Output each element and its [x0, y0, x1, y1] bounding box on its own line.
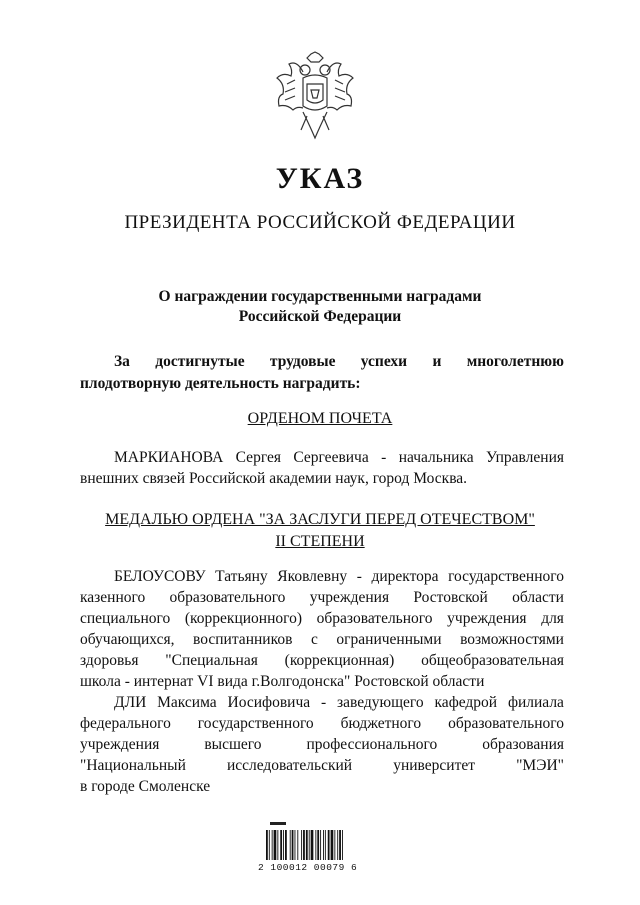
- award-heading-order-of-honour: ОРДЕНОМ ПОЧЕТА: [247, 410, 393, 427]
- barcode-number: 2 100012 00079 6: [258, 862, 358, 873]
- word: "МЭИ": [516, 757, 564, 774]
- word: здоровья: [80, 652, 139, 669]
- heading-line: II СТЕПЕНИ: [275, 533, 365, 550]
- word: для: [541, 610, 564, 627]
- word: БЕЛОУСОВУ: [114, 568, 206, 585]
- word: начальника: [398, 449, 474, 466]
- text-line: [80, 713, 564, 734]
- word: кафедрой: [434, 694, 498, 711]
- word: Яковлевну: [277, 568, 348, 585]
- word: -: [381, 449, 387, 466]
- barcode-bar: [301, 830, 302, 860]
- barcode-bar: [331, 830, 334, 860]
- word: области: [512, 589, 564, 606]
- preamble: [80, 351, 564, 395]
- word: -: [320, 694, 327, 711]
- word: Татьяну: [215, 568, 268, 585]
- text-line: [80, 692, 564, 713]
- subject-line: О награждении государственными наградами: [158, 288, 482, 305]
- word: ДЛИ: [114, 694, 147, 711]
- word: государственного: [197, 715, 314, 732]
- word: специального: [80, 610, 171, 627]
- text-line: [80, 755, 564, 776]
- word: "Национальный: [80, 757, 186, 774]
- barcode-bar: [320, 830, 321, 860]
- word: ограниченными: [336, 631, 442, 648]
- word: Иосифовича: [227, 694, 311, 711]
- award-heading-medal: [60, 509, 580, 553]
- word: с: [310, 631, 318, 648]
- barcode-bar: [272, 830, 273, 860]
- word: трудовые: [269, 353, 336, 370]
- barcode-header-mark: [270, 822, 286, 825]
- text-line: в городе Смоленске: [80, 778, 211, 795]
- word: достигнутые: [155, 353, 245, 370]
- recipient-paragraph: [80, 447, 564, 489]
- barcode-bar: [303, 830, 305, 860]
- barcode-bar: [342, 830, 343, 860]
- barcode-bar: [306, 830, 308, 860]
- barcode-bar: [339, 830, 341, 860]
- word: (коррекционная): [284, 652, 395, 669]
- barcode-bar: [323, 830, 324, 860]
- barcode-icon: [262, 822, 372, 884]
- word: профессионального: [306, 736, 438, 753]
- word: казенного: [80, 589, 146, 606]
- word: Максима: [157, 694, 217, 711]
- barcode-bar: [285, 830, 287, 860]
- preamble-line: плодотворную деятельность наградить:: [80, 375, 361, 392]
- barcode-bar: [311, 830, 314, 860]
- barcode-bar: [274, 830, 277, 860]
- text-line: [80, 629, 564, 650]
- word: За: [114, 353, 130, 370]
- word: общеобразовательная: [421, 652, 564, 669]
- barcode-bar: [290, 830, 291, 860]
- word: образовательного: [169, 589, 286, 606]
- word: государственного: [448, 568, 564, 585]
- subject-line: Российской Федерации: [238, 308, 402, 325]
- text-line: внешних связей Российской академии наук, город Москва.: [80, 470, 468, 487]
- barcode-bar: [325, 830, 326, 860]
- word: филиала: [507, 694, 564, 711]
- barcode-bar: [297, 830, 298, 860]
- word: -: [356, 568, 362, 585]
- word: исследовательский: [226, 757, 353, 774]
- word: Сергея: [235, 449, 281, 466]
- barcode-bar: [295, 830, 296, 860]
- word: Сергеевича: [293, 449, 369, 466]
- preamble-line: [80, 351, 564, 373]
- word: многолетнюю: [466, 353, 564, 370]
- word: "Специальная: [165, 652, 258, 669]
- barcode-bar: [337, 830, 338, 860]
- word: заведующего: [337, 694, 424, 711]
- barcode-bar: [315, 830, 316, 860]
- barcode-bar: [317, 830, 319, 860]
- text-line: [80, 650, 564, 671]
- word: Управления: [486, 449, 564, 466]
- word: обучающихся,: [80, 631, 175, 648]
- barcode-bar: [277, 830, 278, 860]
- word: директора: [371, 568, 439, 585]
- word: МАРКИАНОВА: [114, 449, 224, 466]
- barcode-bar: [266, 830, 268, 860]
- word: учреждения: [80, 736, 160, 753]
- word: воспитанников: [193, 631, 293, 648]
- recipient-paragraph: [80, 566, 564, 797]
- word: федерального: [80, 715, 171, 732]
- barcode-bar: [334, 830, 335, 860]
- text-line: [80, 734, 564, 755]
- barcode-bar: [328, 830, 330, 860]
- word: университет: [393, 757, 476, 774]
- barcode-bar: [283, 830, 284, 860]
- barcode-bar: [280, 830, 282, 860]
- barcode-bar: [269, 830, 270, 860]
- decree-subtitle: ПРЕЗИДЕНТА РОССИЙСКОЙ ФЕДЕРАЦИИ: [124, 212, 516, 233]
- word: учреждения: [447, 610, 527, 627]
- decree-subject: [100, 287, 540, 327]
- heading-line: МЕДАЛЬЮ ОРДЕНА "ЗА ЗАСЛУГИ ПЕРЕД ОТЕЧЕСТВОМ": [105, 511, 535, 528]
- word: образовательного: [316, 610, 433, 627]
- word: образовательного: [448, 715, 564, 732]
- text-line: [80, 587, 564, 608]
- barcode-bar: [309, 830, 310, 860]
- coat-of-arms-icon: [273, 50, 357, 146]
- text-line: [80, 447, 564, 468]
- decree-title: УКАЗ: [275, 162, 365, 195]
- text-line: [80, 608, 564, 629]
- word: бюджетного: [340, 715, 422, 732]
- word: высшего: [204, 736, 262, 753]
- word: и: [432, 353, 442, 370]
- word: (коррекционного): [184, 610, 303, 627]
- word: возможностями: [460, 631, 564, 648]
- word: образования: [482, 736, 564, 753]
- word: учреждения: [309, 589, 390, 606]
- word: Ростовской: [413, 589, 488, 606]
- text-line: школа - интернат VI вида г.Волгодонска" Ростовской области: [80, 673, 485, 690]
- barcode-bar: [292, 830, 294, 860]
- word: успехи: [360, 353, 408, 370]
- text-line: [80, 566, 564, 587]
